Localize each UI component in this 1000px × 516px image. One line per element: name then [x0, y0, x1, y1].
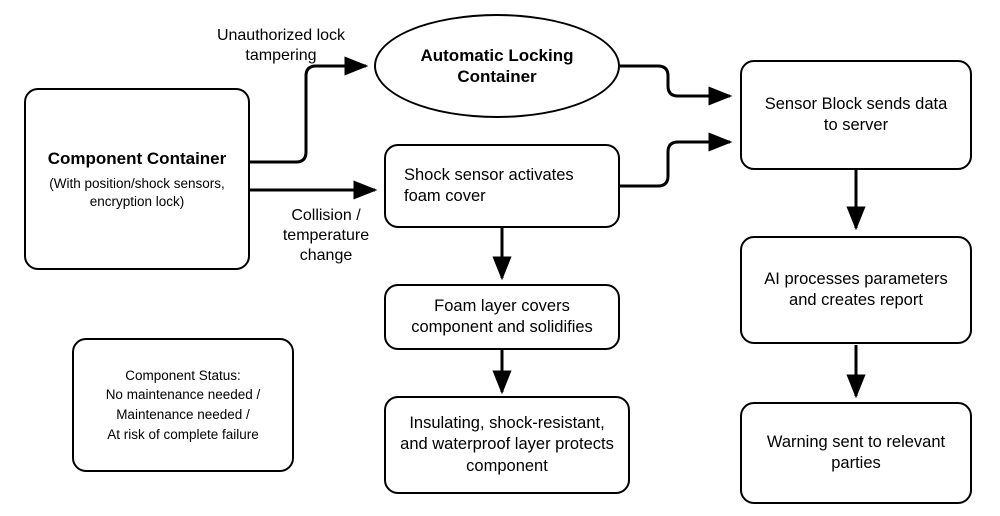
node-component-container[interactable] — [24, 88, 250, 270]
shock-sensor-text: Shock sensor activates foam cover — [404, 165, 574, 205]
node-ai-processes[interactable] — [740, 236, 972, 344]
warning-sent-text: Warning sent to relevant parties — [766, 432, 946, 472]
insulating-layer-text: Insulating, shock-resistant, and waterproof layer protects component — [400, 413, 614, 475]
component-status-line3: Maintenance needed / — [116, 407, 250, 422]
edge-label-collision: Collision / temperature change — [282, 207, 370, 264]
node-automatic-locking-container[interactable] — [374, 14, 620, 118]
component-status-line1: Component Status: — [125, 367, 241, 383]
component-container-subtitle: (With position/shock sensors, encryption lock) — [49, 176, 225, 209]
component-status-line4: At risk of complete failure — [107, 426, 259, 442]
automatic-locking-line2: Container — [457, 67, 537, 86]
foam-layer-text: Foam layer covers component and solidifies — [411, 296, 593, 336]
node-shock-sensor[interactable] — [384, 144, 620, 228]
automatic-locking-line1: Automatic Locking — [420, 45, 574, 65]
node-component-status[interactable] — [72, 338, 294, 472]
sensor-block-text: Sensor Block sends data to server — [764, 94, 948, 134]
node-foam-layer[interactable] — [384, 284, 620, 350]
node-warning-sent[interactable] — [740, 402, 972, 504]
component-status-line2: No maintenance needed / — [105, 387, 261, 403]
node-sensor-block[interactable] — [740, 60, 972, 170]
ai-processes-text: AI processes parameters and creates report — [764, 269, 948, 309]
component-container-title: Component Container — [47, 148, 227, 168]
edge-label-tampering: Unauthorized lock tampering — [216, 27, 346, 64]
node-insulating-layer[interactable] — [384, 396, 630, 494]
